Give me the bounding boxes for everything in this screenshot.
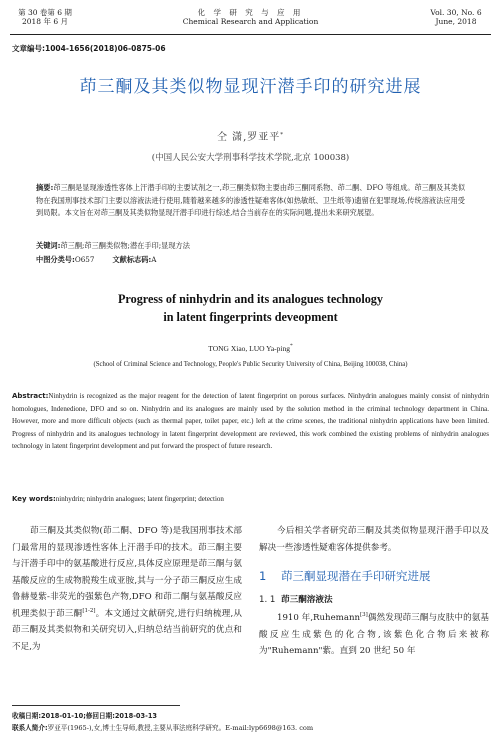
keywords-en-label: Key words: [12,495,56,503]
corresponding-mark-cn: * [280,132,285,138]
body-left-text-cont: 。本文通过文献研究,进行归纳梳理,从茚三酮及其类似物和关研究切入,归纳总结当前研究的优点和不足,为 [12,608,242,652]
citation-ref-3: [3] [360,612,368,618]
title-en-line2: in latent fingerprints deveopment [163,310,338,324]
header-volume-issue [10,8,80,26]
keywords-en-text: ninhydrin; ninhydrin analogues; latent fingerprint; detection [55,495,224,503]
title-chinese: 茚三酮及其类似物显现汗潜手印的研究进展 [79,77,422,97]
abstract-english [12,390,489,453]
body-column-right [259,523,489,660]
authors-en-names: TONG Xiao, LUO Ya-ping [208,344,290,353]
abstract-cn-text: 茚三酮是显现渗透性客体上汗潜手印的主要试剂之一,茚三酮类似物主要由茚三酮同系物、茚二酮、DFO 等组成。茚三酮及其类似物在我国刑事技术部门主要以溶液法进行使用,随着越来越多的渗透性疑难客体(如热敏纸、卫生纸等)遗留在犯罪现场,传统溶液法应用受到局限。本文旨在对茚三酮及其类似物显现汗潜手印进行综述,结合当前存在的实际问题,提出未来研究展望。 [36,183,466,217]
authors-cn-names: 仝 潇,罗亚平 [216,132,281,143]
author-bio-text: 罗亚平(1965-),女,博士生导师,教授,主要从事法庭科学研究。E-mail:lyp6698@163. com [47,724,314,732]
header-volume-text: 第 30 卷第 6 期 [18,8,72,17]
doc-code-label: 文献标志码: [112,255,152,264]
keywords-english [12,495,489,503]
citation-ref-1-2: [1-2] [82,607,96,614]
authors-english [0,344,501,353]
keywords-cn-label: 关键词: [36,241,61,250]
clc-code: O657 [74,255,95,264]
abstract-en-label: Abstract: [12,392,49,400]
subsection-title: 茚三酮溶液法 [281,594,333,605]
authors-chinese [0,128,501,143]
running-header [10,6,491,32]
received-dates: 收稿日期:2018-01-10;修回日期:2018-03-13 [12,712,158,720]
title-en-line1: Progress of ninhydrin and its analogues technology [117,292,383,306]
affiliation-english: (School of Criminal Science and Technology, People's Public Security University of China, Beijing 100038, China) [93,361,408,368]
header-date-text: 2018 年 6 月 [21,17,68,26]
body-right-intro: 今后相关学者研究茚三酮及其类似物显现汗潜手印以及解决一些渗透性疑难客体提供参考。 [259,526,489,553]
subsection-number: 1. 1 [259,594,276,605]
footnote-divider [12,705,180,706]
section-number: 1 [259,569,267,583]
author-bio-label: 联系人简介: [12,724,48,732]
subsection-heading [259,592,489,609]
footnote-dates [12,710,157,720]
body-left-text: 茚三酮及其类似物(茚二酮、DFO 等)是我国刑事技术部门最常用的显现渗透性客体上汗潜手印的技术。茚三酮主要与汗潜手印中的氨基酸进行反应,具体反应原理是茚三酮与氨基酸反应的生成物脱羧生成亚胺,其与一分子茚三酮反应生成鲁赫曼紫-非荧光的强紫色产物,DFO 和茚二酮与氨基酸反应机理类似于茚三酮 [12,526,242,619]
journal-name-cn: 化 学 研 究 与 应 用 [197,8,304,17]
abstract-chinese [36,182,465,220]
body-column-left [12,523,242,655]
section-title: 茚三酮显现潜在手印研究进展 [281,569,431,583]
clc-label: 中图分类号: [36,255,75,264]
journal-name-en: Chemical Research and Application [182,17,319,26]
keywords-cn-text: 茚三酮;茚三酮类似物;潜在手印;显现方法 [60,241,190,250]
body-right-text: 1910 年,Ruhemann [277,613,361,623]
abstract-en-text: Ninhydrin is recognized as the major reagent for the detection of latent fingerprint on porous surfaces. Ninhydrin analogues mainly consist of ninhydrin homologues, Indenedione, DFO and so on. Ninhydrin and its analogues are mainly used by the solution method in the criminal technology department in China. However, more and more difficult objects (such as thermal paper, toilet paper, etc.) left at the crime scenes, the traditional ninhydrin applications have been limited. Progress of ninhydrin and its analogues technology in latent fingerprint development are reviewed, this work combined the existing problems of ninhydrin analogues technology in latent fingerprint development and put forward the prospect of future research. [12,392,489,451]
header-divider [10,34,491,35]
corresponding-mark-en: * [290,343,293,349]
section-heading [259,568,489,585]
title-english [0,290,501,326]
header-volume-en [421,8,491,26]
abstract-cn-label: 摘要: [36,183,54,192]
classification-line [36,255,465,265]
header-journal-name [160,8,341,26]
doc-code: A [151,255,157,264]
article-number: 文章编号:1004-1656(2018)06-0875-06 [12,44,166,53]
footnote-author [12,722,313,732]
affiliation-chinese: (中国人民公安大学刑事科学技术学院,北京 100038) [151,153,350,163]
header-vol-en-text: Vol. 30, No. 6 [430,8,482,17]
keywords-chinese [36,241,465,251]
header-date-en-text: June, 2018 [435,17,477,26]
body-right-text-cont: 偶然发现茚三酮与皮肤中的氨基酸反应生成紫色的化合物,该紫色化合物后来被称为"Ruhemann"紫。直到 20 世纪 50 年 [259,613,489,656]
body-right-paragraph [259,610,489,660]
